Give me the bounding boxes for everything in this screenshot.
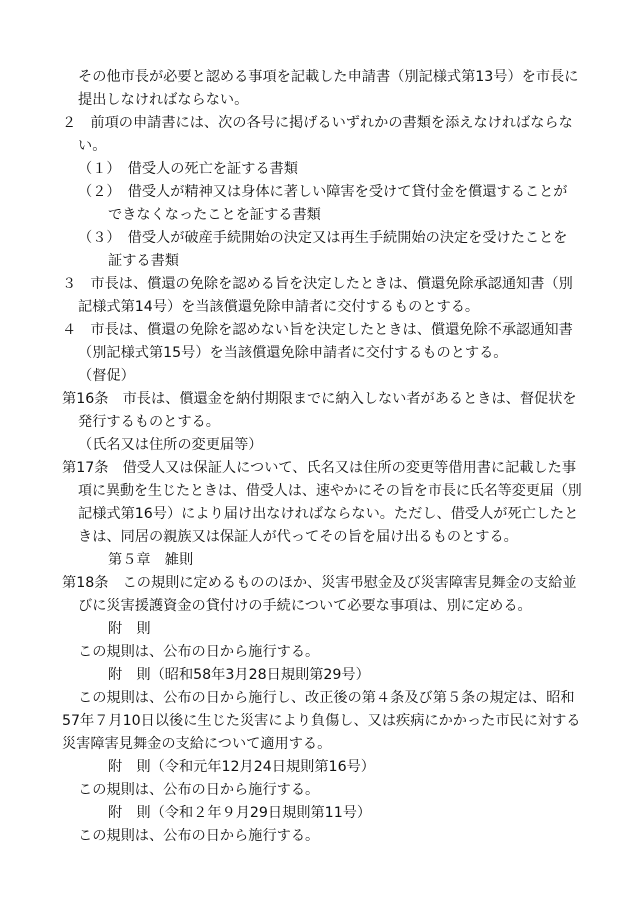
chapter-heading: 第５章 雑則 [108,552,194,568]
text-line: 発行するものとする。 [78,414,220,430]
text-line: （２） 借受人が精神又は身体に著しい障害を受けて貸付金を償還することが [78,184,568,200]
text-line: （別記様式第15号）を当該償還免除申請者に交付するものとする。 [78,345,508,361]
text-line: 災害障害見舞金の支給について適用する。 [62,736,332,752]
text-line: この規則は、公布の日から施行する。 [78,644,320,660]
text-line: この規則は、公布の日から施行する。 [78,782,320,798]
supplementary-heading: 附 則（令和元年12月24日規則第16号） [108,759,375,775]
article-17: 第17条 借受人又は保証人について、氏名又は住所の変更等借用書に記載した事 [62,460,577,476]
text-line: この規則は、公布の日から施行する。 [78,828,320,844]
text-line: ３ 市長は、償還の免除を認める旨を決定したときは、償還免除承認通知書（別 [62,276,573,292]
article-18: 第18条 この規則に定めるもののほか、災害弔慰金及び災害障害見舞金の支給並 [62,575,577,591]
text-line: （３） 借受人が破産手続開始の決定又は再生手続開始の決定を受けたことを [78,230,568,246]
text-line: ２ 前項の申請書には、次の各号に掲げるいずれかの書類を添えなければならな [62,115,573,131]
supplementary-heading: 附 則 [108,621,151,637]
text-line: 提出しなければならない。 [78,92,249,108]
text-line: できなくなったことを証する書類 [108,207,321,223]
text-line: びに災害援護資金の貸付けの手続について必要な事項は、別に定める。 [78,598,532,614]
text-line: きは、同居の親族又は保証人が代ってその旨を届け出るものとする。 [78,529,518,545]
text-line: 記様式第16号）により届け出なければならない。ただし、借受人が死亡したと [78,506,579,522]
text-line: 項に異動を生じたときは、借受人は、速やかにその旨を市長に氏名等変更届（別 [78,483,582,499]
section-heading: （督促） [78,368,135,384]
text-line: ４ 市長は、償還の免除を認めない旨を決定したときは、償還免除不承認通知書 [62,322,573,338]
text-line: 証する書類 [108,253,179,269]
section-heading: （氏名又は住所の変更届等） [78,437,263,453]
article-16: 第16条 市長は、償還金を納付期限までに納入しない者があるときは、督促状を [62,391,577,407]
text-line: （１） 借受人の死亡を証する書類 [78,161,298,177]
supplementary-heading: 附 則（昭和58年3月28日規則第29号） [108,667,370,683]
text-line: 57年７月10日以後に生じた災害により負傷し、又は疾病にかかった市民に対する [62,713,581,729]
text-line: い。 [78,138,107,154]
text-line: その他市長が必要と認める事項を記載した申請書（別記様式第13号）を市長に [78,69,579,85]
text-line: 記様式第14号）を当該償還免除申請者に交付するものとする。 [78,299,480,315]
supplementary-heading: 附 則（令和２年９月29日規則第11号） [108,805,372,821]
text-line: この規則は、公布の日から施行し、改正後の第４条及び第５条の規定は、昭和 [78,690,575,706]
